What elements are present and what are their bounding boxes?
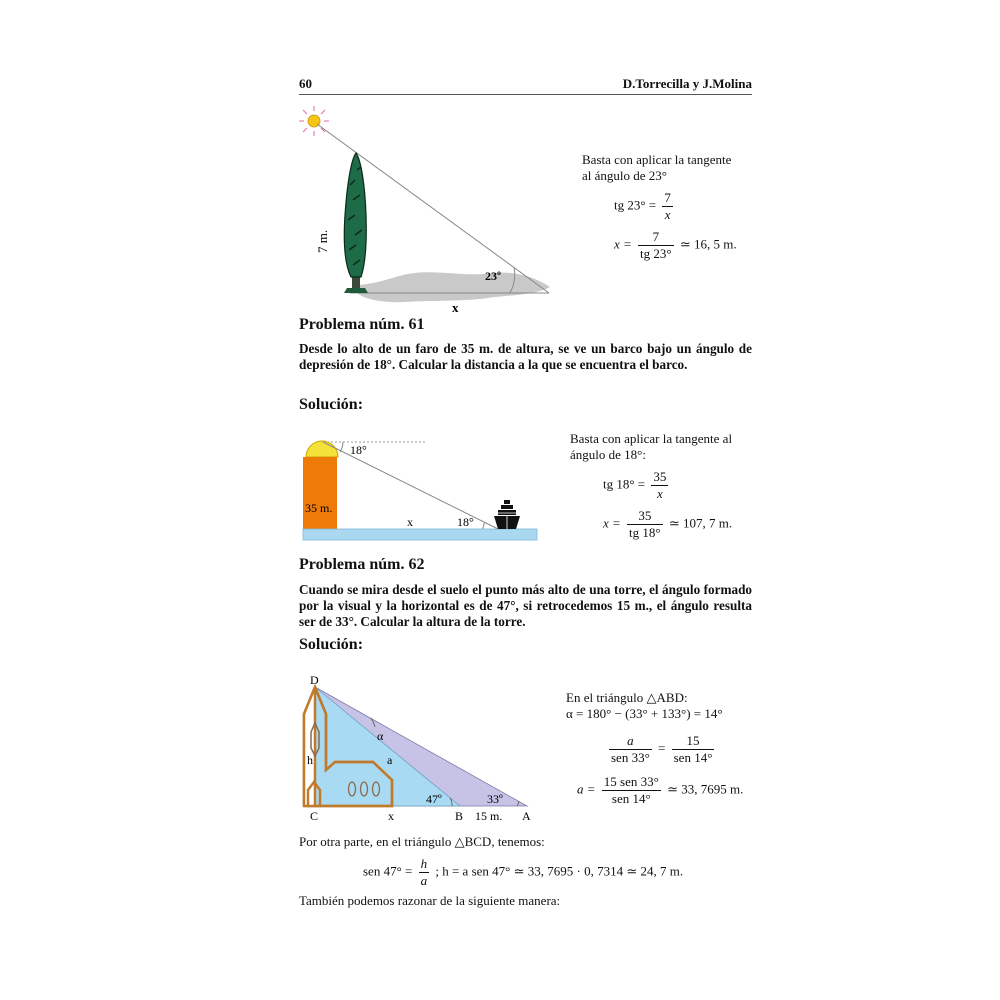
point-B-label: B — [455, 809, 464, 823]
problem-61-title: Problema núm. 61 — [299, 316, 425, 333]
explanation-line: Basta con aplicar la tangente — [582, 152, 732, 167]
lighthouse-figure — [295, 430, 545, 545]
numerator: 15 — [672, 733, 715, 750]
numerator: h — [420, 856, 428, 871]
bottom-angle-label: 18° — [457, 515, 474, 529]
alpha-label: α — [377, 729, 384, 743]
numerator: 35 — [653, 469, 667, 484]
h-label: h — [307, 753, 313, 767]
equation-a-result — [577, 774, 743, 807]
tree-shadow-figure — [295, 105, 560, 315]
equals: = — [658, 740, 666, 756]
denominator: sen 14° — [611, 791, 651, 806]
fraction — [627, 508, 663, 541]
point-A-label: A — [522, 809, 531, 823]
numerator: 7 — [638, 229, 674, 246]
fraction — [651, 469, 668, 502]
problem-62-solution-heading: Solución: — [299, 636, 364, 653]
denominator: sen 33° — [611, 750, 650, 765]
top-angle-label: 18° — [350, 443, 367, 457]
problem-62-title: Problema núm. 62 — [299, 556, 425, 573]
eq-rhs: ≃ 33, 7695 m. — [667, 781, 744, 797]
equation-x-result-61 — [603, 508, 732, 541]
page-number: 60 — [299, 76, 312, 91]
fraction — [602, 774, 661, 807]
explanation-line: Basta con aplicar la tangente al — [570, 431, 733, 446]
eq-rhs: ≃ 16, 5 m. — [679, 236, 737, 252]
equation-x-result — [614, 229, 737, 262]
problem-61-explanation — [570, 431, 760, 463]
lighthouse-lamp — [306, 441, 338, 457]
sea — [303, 529, 537, 540]
tower-triangle-figure — [295, 670, 545, 825]
problem-61-solution-heading: Solución: — [299, 396, 364, 413]
denominator: x — [664, 207, 671, 222]
problem-62-explanation — [566, 690, 766, 722]
point-C-label: C — [310, 809, 319, 823]
distance-BA-label: 15 m. — [475, 809, 503, 823]
explanation-line: al ángulo de 23° — [582, 168, 667, 183]
explanation-line: En el triángulo △ABD: — [566, 690, 688, 705]
equation-h-result — [363, 856, 683, 889]
problem-62-paragraph-2: También podemos razonar de la siguiente manera: — [299, 893, 561, 908]
fraction — [662, 190, 673, 223]
page-header — [299, 74, 752, 95]
eq-rhs: ≃ 107, 7 m. — [668, 515, 733, 531]
equation-law-of-sines — [606, 733, 717, 766]
base-label: x — [452, 300, 459, 315]
bottom-angle-arc — [483, 522, 485, 529]
authors: D.Torrecilla y J.Molina — [622, 76, 752, 91]
eq-lhs: a = — [577, 781, 596, 797]
a-label: a — [387, 753, 393, 767]
explanation-line: α = 180° − (33° + 133°) = 14° — [566, 706, 723, 721]
denominator: sen 14° — [673, 750, 713, 765]
eq-lhs: x = — [614, 236, 632, 252]
shadow — [357, 272, 550, 302]
denominator: a — [420, 873, 428, 888]
fraction — [638, 229, 674, 262]
point-D-label: D — [310, 673, 319, 687]
height-label: 7 m. — [315, 229, 330, 253]
x-label: x — [388, 809, 394, 823]
sun-icon — [299, 106, 329, 136]
eq-rhs: ; h = a sen 47° ≃ 33, 7695 · 0, 7314 ≃ 24, 7 m. — [435, 863, 684, 879]
eq-lhs: tg 23° = — [614, 197, 657, 213]
fraction — [609, 733, 652, 766]
explanation-line: ángulo de 18°: — [570, 447, 646, 462]
denominator: tg 23° — [640, 246, 672, 261]
eq-lhs: x = — [603, 515, 621, 531]
angle-A-label: 33º — [487, 792, 503, 806]
angle-label: 23º — [485, 269, 501, 283]
ship-icon — [494, 500, 520, 529]
numerator: 15 sen 33° — [603, 774, 659, 789]
fraction — [419, 856, 430, 889]
equation-tg23 — [614, 190, 676, 223]
height-label: 35 m. — [305, 501, 333, 515]
numerator: 7 — [664, 190, 671, 205]
problem-62-statement: Cuando se mira desde el suelo el punto más alto de una torre, el ángulo formado por la visual y la horizontal es de 47°, si retrocedemos 15 m., el ángulo resulta ser de 33°. Calcular la altura de la torre. — [299, 582, 752, 629]
problem-61-statement: Desde lo alto de un faro de 35 m. de altura, se ve un barco bajo un ángulo de depresión de 18°. Calcular la distancia a la que se encuentra el barco. — [299, 341, 752, 372]
figure1-explanation — [582, 152, 762, 184]
equation-tg18 — [603, 469, 671, 502]
fraction — [672, 733, 715, 766]
base-label: x — [407, 515, 413, 529]
cypress-tree-icon — [344, 153, 368, 293]
problem-62-paragraph-1: Por otra parte, en el triángulo △BCD, tenemos: — [299, 834, 545, 849]
eq-lhs: sen 47° = — [363, 863, 413, 879]
top-angle-arc — [340, 442, 343, 452]
denominator: x — [657, 486, 663, 501]
angle-B-label: 47º — [426, 792, 442, 806]
eq-lhs: tg 18° = — [603, 476, 646, 492]
lighthouse-tower — [303, 457, 337, 529]
numerator: a — [609, 733, 652, 750]
denominator: tg 18° — [629, 525, 661, 540]
numerator: 35 — [627, 508, 663, 525]
